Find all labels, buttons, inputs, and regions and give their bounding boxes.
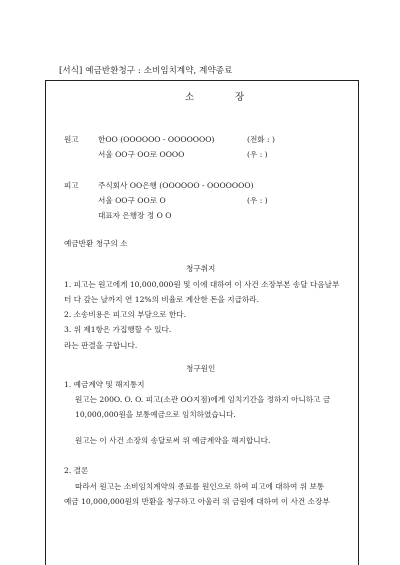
claim-cause-section1-line-1: 원고는 200O. O. O. 피고(소관 OO지점)에게 임치기간을 정하지 아니하고 금: [75, 395, 331, 404]
plaintiff-phone: (전화 : ): [247, 135, 275, 144]
form-label: [서식] 예금반환청구 : 소비임치계약, 계약종료: [59, 66, 233, 76]
claim-cause-section1-line-2: 10,000,000원을 보통예금으로 임치하였습니다.: [75, 410, 236, 419]
claim-purpose-closing: 라는 판결을 구합니다.: [64, 341, 138, 350]
claim-cause-heading: 청구원인: [186, 364, 216, 373]
claim-purpose-item-3: 3. 위 제1항은 가집행할 수 있다.: [64, 325, 172, 334]
title-char-1: 소: [185, 92, 195, 103]
defendant-name: 주식회사 OO은행 (OOOOOO - OOOOOOO): [98, 181, 254, 190]
claim-cause-section2-line-1: 따라서 원고는 소비임치계약의 종료를 원인으로 하여 피고에 대하여 위 보통: [75, 482, 325, 491]
claim-purpose-item-1: 1. 피고는 원고에게 10,000,000원 및 이에 대하여 이 사건 소장부본 송달 다음날부: [64, 280, 340, 289]
document-frame: [45, 80, 359, 565]
claim-cause-section2-line-2: 예금 10,000,000원의 반환을 청구하고 아울러 위 금원에 대하여 이 사건 소장부: [64, 497, 330, 506]
plaintiff-name: 한OO (OOOOOO - OOOOOOO): [98, 135, 215, 144]
plaintiff-address: 서울 OO구 OO로 OOOO: [98, 150, 185, 159]
claim-purpose-heading: 청구취지: [186, 264, 216, 273]
plaintiff-postal: (우 : ): [247, 150, 268, 159]
title-char-2: 장: [235, 92, 245, 103]
defendant-label: 피고: [64, 181, 79, 190]
claim-cause-section1-notice: 원고는 이 사건 소장의 송달로써 위 예금계약을 해지합니다.: [75, 436, 271, 445]
defendant-representative: 대표자 은행장 정 O O: [98, 211, 172, 220]
claim-cause-section1-title: 1. 예금계약 및 해지통지: [64, 380, 145, 389]
claim-purpose-item-2: 2. 소송비용은 피고의 부담으로 한다.: [64, 310, 187, 319]
defendant-postal: (우 : ): [247, 196, 268, 205]
case-name: 예금반환 청구의 소: [64, 239, 128, 248]
claim-purpose-item-1-cont: 터 다 갚는 날까지 연 12%의 비율로 계산한 돈을 지급하라.: [64, 295, 260, 304]
plaintiff-label: 원고: [64, 135, 79, 144]
claim-cause-section2-title: 2. 결론: [64, 466, 89, 475]
defendant-address: 서울 OO구 OO로 O: [98, 196, 166, 205]
